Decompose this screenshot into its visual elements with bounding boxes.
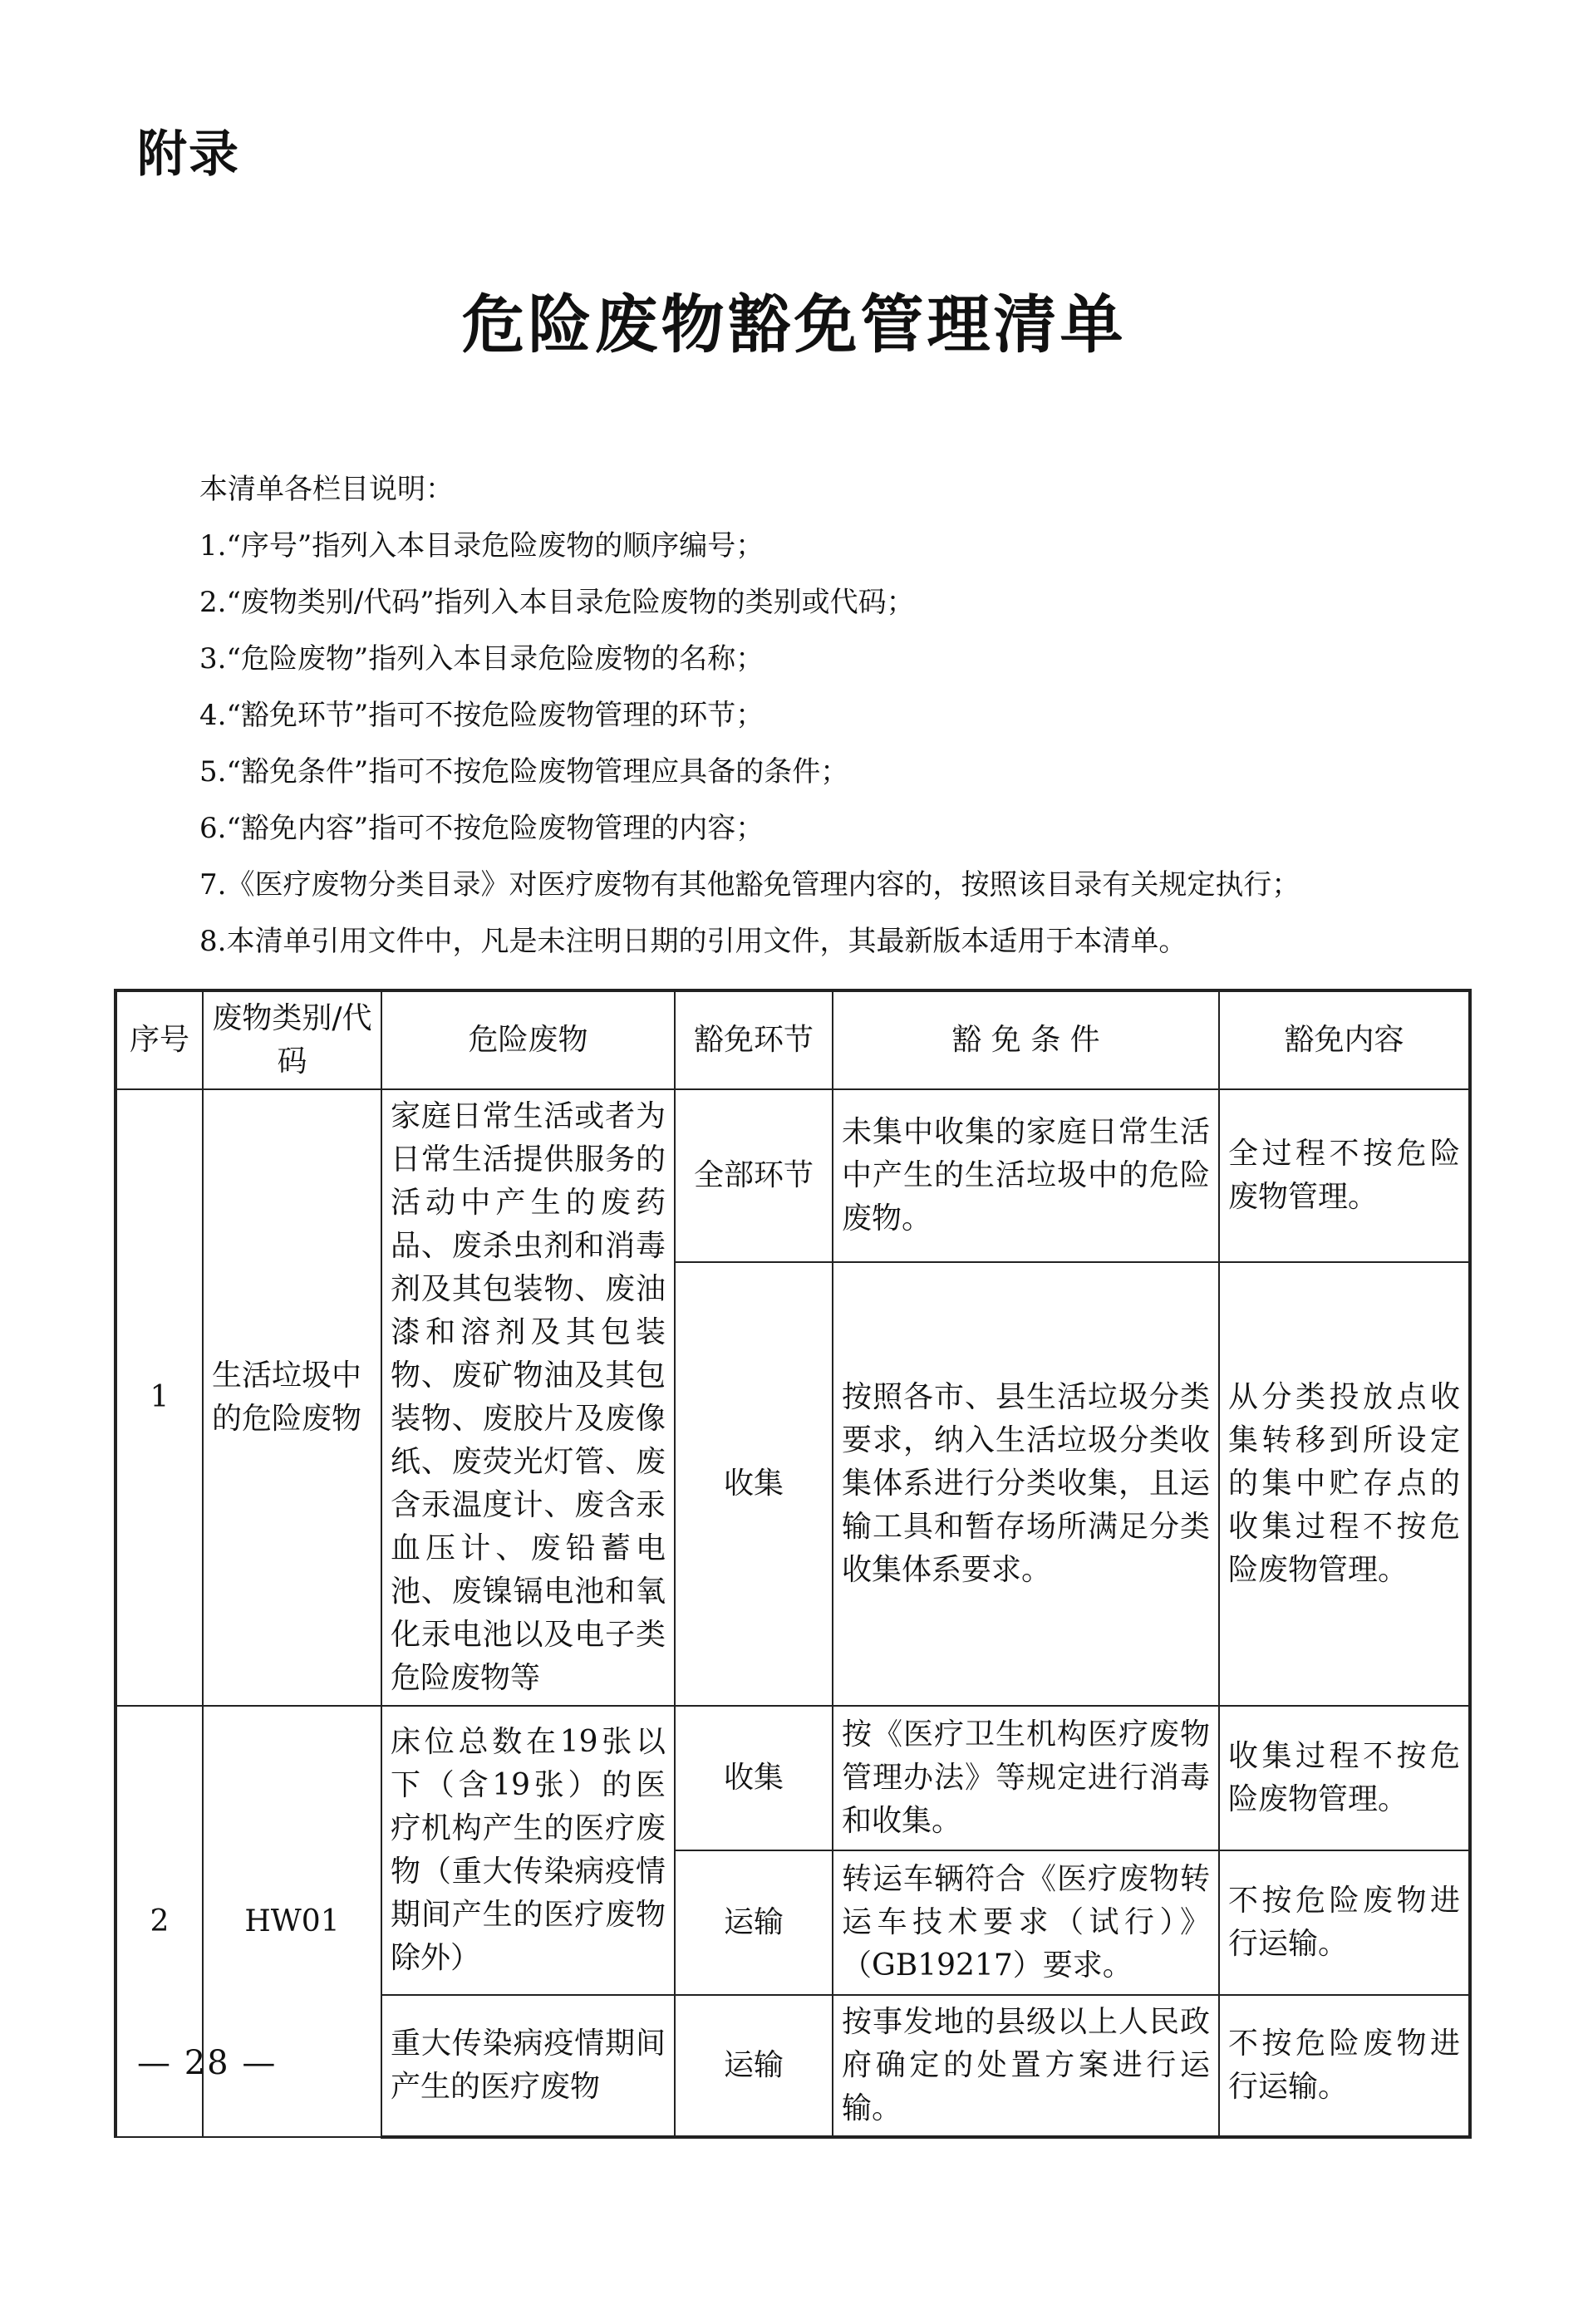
row-seq: 1 <box>116 1089 203 1706</box>
header-condition: 豁 免 条 件 <box>833 990 1219 1089</box>
row-condition: 按《医疗卫生机构医疗废物管理办法》等规定进行消毒和收集。 <box>833 1706 1219 1850</box>
row-waste: 床位总数在19张以下（含19张）的医疗机构产生的医疗废物（重大传染病疫情期间产生的医疗废物除外） <box>381 1706 675 1995</box>
page-number: — 28 — <box>137 2044 278 2082</box>
row-seq: 2 <box>116 1706 203 2137</box>
row-stage: 收集 <box>675 1706 833 1850</box>
row-content: 不按危险废物进行运输。 <box>1219 1995 1470 2137</box>
note-item: 8.本清单引用文件中，凡是未注明日期的引用文件，其最新版本适用于本清单。 <box>199 925 1187 958</box>
table-row <box>116 1706 1470 1850</box>
header-waste: 危险废物 <box>381 990 675 1089</box>
row-stage: 运输 <box>675 1850 833 1995</box>
row-stage: 运输 <box>675 1995 833 2137</box>
header-content: 豁免内容 <box>1219 990 1470 1089</box>
row-content: 全过程不按危险废物管理。 <box>1219 1089 1470 1262</box>
notes-intro: 本清单各栏目说明： <box>199 473 454 506</box>
note-item: 4.“豁免环节”指可不按危险废物管理的环节； <box>199 699 765 732</box>
note-item: 5.“豁免条件”指可不按危险废物管理应具备的条件； <box>199 755 849 789</box>
row-category: HW01 <box>203 1706 381 2137</box>
header-seq: 序号 <box>116 990 203 1089</box>
note-item: 1.“序号”指列入本目录危险废物的顺序编号； <box>199 529 765 563</box>
row-condition: 转运车辆符合《医疗废物转运车技术要求（试行）》（GB19217）要求。 <box>833 1850 1219 1995</box>
header-category: 废物类别/代码 <box>203 990 381 1089</box>
note-item: 7.《医疗废物分类目录》对医疗废物有其他豁免管理内容的，按照该目录有关规定执行； <box>199 868 1300 902</box>
row-category: 生活垃圾中的危险废物 <box>203 1089 381 1706</box>
column-notes <box>199 461 1479 970</box>
row-content: 不按危险废物进行运输。 <box>1219 1850 1470 1995</box>
note-item: 2.“废物类别/代码”指列入本目录危险废物的类别或代码； <box>199 586 915 619</box>
table-header-row <box>116 990 1470 1089</box>
document-title: 危险废物豁免管理清单 <box>461 287 1127 361</box>
row-content: 收集过程不按危险废物管理。 <box>1219 1706 1470 1850</box>
row-stage: 收集 <box>675 1262 833 1706</box>
header-stage: 豁免环节 <box>675 990 833 1089</box>
note-item: 3.“危险废物”指列入本目录危险废物的名称； <box>199 642 765 676</box>
row-waste: 家庭日常生活或者为日常生活提供服务的活动中产生的废药品、废杀虫剂和消毒剂及其包装物、废油漆和溶剂及其包装物、废矿物油及其包装物、废胶片及废像纸、废荧光灯管、废含汞温度计、废含汞血压计、废铅蓄电池、废镍镉电池和氧化汞电池以及电子类危险废物等 <box>381 1089 675 1706</box>
table-row <box>116 1089 1470 1262</box>
row-stage: 全部环节 <box>675 1089 833 1262</box>
row-waste: 重大传染病疫情期间产生的医疗废物 <box>381 1995 675 2137</box>
row-condition: 按事发地的县级以上人民政府确定的处置方案进行运输。 <box>833 1995 1219 2137</box>
row-content: 从分类投放点收集转移到所设定的集中贮存点的收集过程不按危险废物管理。 <box>1219 1262 1470 1706</box>
row-condition: 未集中收集的家庭日常生活中产生的生活垃圾中的危险废物。 <box>833 1089 1219 1262</box>
appendix-label: 附录 <box>137 125 240 184</box>
note-item: 6.“豁免内容”指可不按危险废物管理的内容； <box>199 812 765 845</box>
exemption-table <box>114 989 1472 2139</box>
row-condition: 按照各市、县生活垃圾分类要求，纳入生活垃圾分类收集体系进行分类收集，且运输工具和暂存场所满足分类收集体系要求。 <box>833 1262 1219 1706</box>
